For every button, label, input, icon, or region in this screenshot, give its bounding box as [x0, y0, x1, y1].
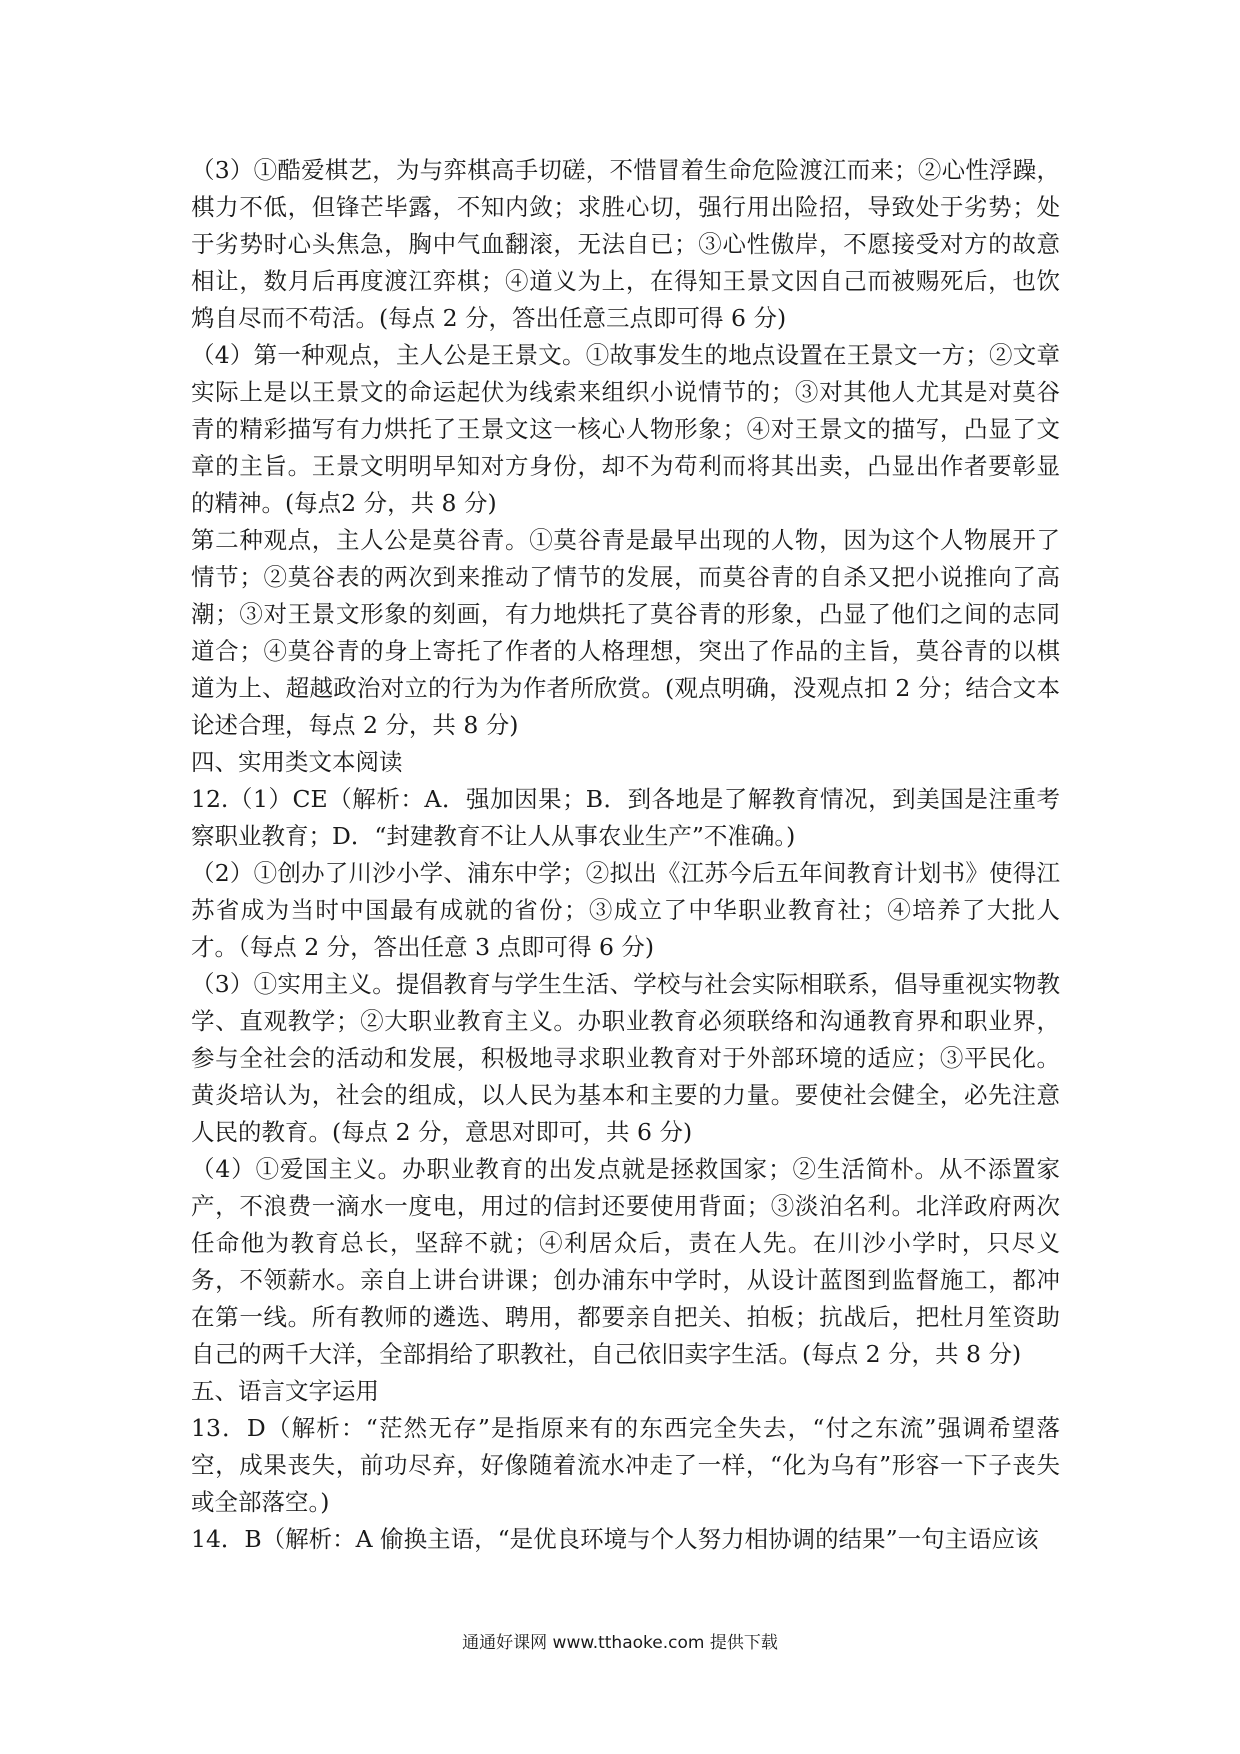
- answer-paragraph-12-3: （3）①实用主义。提倡教育与学生生活、学校与社会实际相联系，倡导重视实物教学、直观教学；②大职业教育主义。办职业教育必须联络和沟通教育界和职业界，参与全社会的活动和发展，积极地寻求职业教育对于外部环境的适应；③平民化。黄炎培认为，社会的组成，以人民为基本和主要的力量。要使社会健全，必先注意人民的教育。(每点 2 分，意思对即可，共 6 分): [191, 970, 1060, 1146]
- answer-paragraph-12-2: （2）①创办了川沙小学、浦东中学；②拟出《江苏今后五年间教育计划书》使得江苏省成为当时中国最有成就的省份；③成立了中华职业教育社；④培养了大批人才。（每点 2 分，答出任意 3 点即可得 6 分): [191, 859, 1060, 961]
- answer-key-content: [191, 152, 1060, 1558]
- answer-paragraph-4-view-1: （4）第一种观点，主人公是王景文。①故事发生的地点设置在王景文一方；②文章实际上是以王景文的命运起伏为线索来组织小说情节的；③对其他人尤其是对莫谷青的精彩描写有力烘托了王景文这一核心人物形象；④对王景文的描写，凸显了文章的主旨。王景文明明早知对方身份，却不为苟利而将其出卖，凸显出作者要彰显的精神。(每点2 分，共 8 分): [191, 341, 1060, 517]
- answer-paragraph-14: 14．B（解析：A 偷换主语，“是优良环境与个人努力相协调的结果”一句主语应该: [191, 1525, 1039, 1553]
- page-footer: 通通好课网 www.tthaoke.com 提供下载: [462, 1633, 778, 1653]
- section-heading-language-use: 五、语言文字运用: [191, 1377, 379, 1405]
- section-heading-practical-reading: 四、实用类文本阅读: [191, 748, 403, 776]
- answer-paragraph-13: 13．D（解析：“茫然无存”是指原来有的东西完全失去，“付之东流”强调希望落空，成果丧失，前功尽弃，好像随着流水冲走了一样，“化为乌有”形容一下子丧失或全部落空。): [191, 1414, 1060, 1516]
- answer-paragraph-4-view-2: 第二种观点，主人公是莫谷青。①莫谷青是最早出现的人物，因为这个人物展开了情节；②莫谷表的两次到来推动了情节的发展，而莫谷青的自杀又把小说推向了高潮；③对王景文形象的刻画，有力地烘托了莫谷青的形象，凸显了他们之间的志同道合；④莫谷青的身上寄托了作者的人格理想，突出了作品的主旨，莫谷青的以棋道为上、超越政治对立的行为为作者所欣赏。(观点明确，没观点扣 2 分；结合文本论述合理，每点 2 分，共 8 分): [191, 526, 1060, 739]
- answer-paragraph-12-1: 12.（1）CE（解析：A．强加因果；B．到各地是了解教育情况，到美国是注重考察职业教育；D．“封建教育不让人从事农业生产”不准确。): [191, 785, 1060, 850]
- answer-paragraph-3: （3）①酷爱棋艺，为与弈棋高手切磋，不惜冒着生命危险渡江而来；②心性浮躁，棋力不低，但锋芒毕露，不知内敛；求胜心切，强行用出险招，导致处于劣势；处于劣势时心头焦急，胸中气血翻滚，无法自已；③心性傲岸，不愿接受对方的故意相让，数月后再度渡江弈棋；④道义为上，在得知王景文因自己而被赐死后，也饮鸩自尽而不苟活。(每点 2 分，答出任意三点即可得 6 分): [191, 156, 1060, 332]
- answer-paragraph-12-4: （4）①爱国主义。办职业教育的出发点就是拯救国家；②生活简朴。从不添置家产，不浪费一滴水一度电，用过的信封还要使用背面；③淡泊名利。北洋政府两次任命他为教育总长，坚辞不就；④利居众后，责在人先。在川沙小学时，只尽义务，不领薪水。亲自上讲台讲课；创办浦东中学时，从设计蓝图到监督施工，都冲在第一线。所有教师的遴选、聘用，都要亲自把关、拍板；抗战后，把杜月笙资助自己的两千大洋，全部捐给了职教社，自己依旧卖字生活。(每点 2 分，共 8 分): [191, 1155, 1060, 1368]
